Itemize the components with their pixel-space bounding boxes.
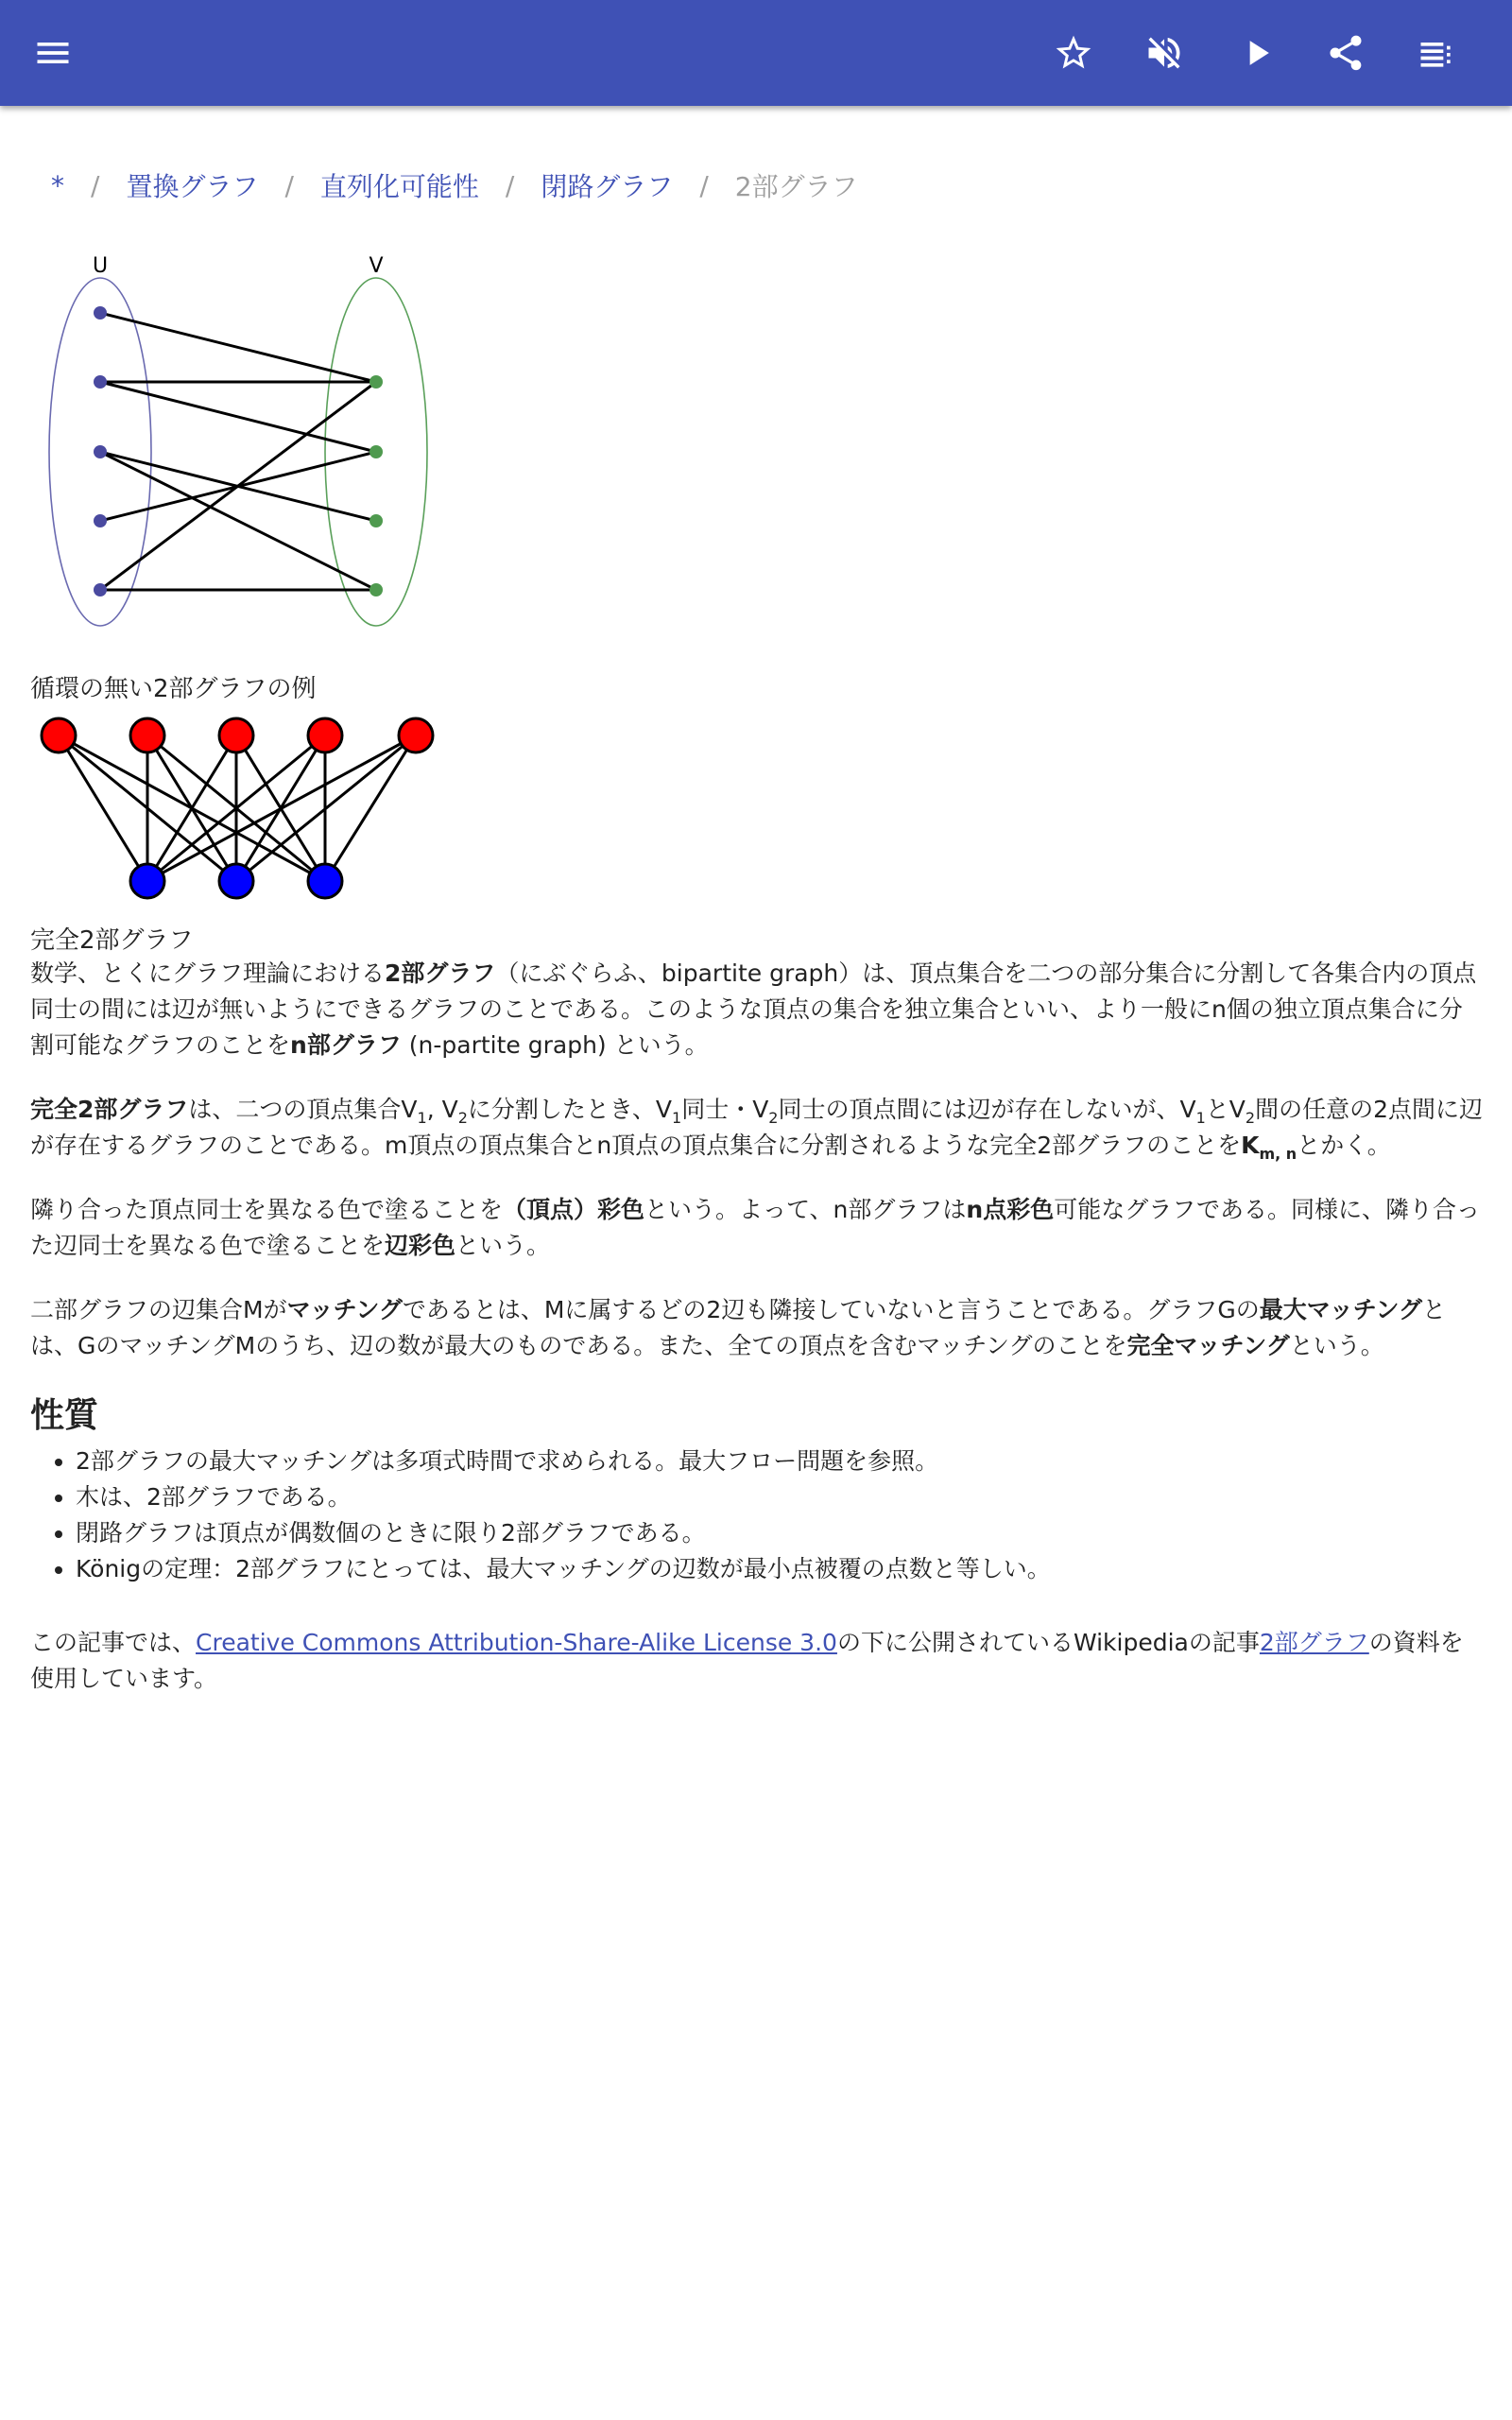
properties-list xyxy=(30,1443,1486,1587)
playlist-icon[interactable] xyxy=(1410,26,1463,79)
intro-paragraph: 数学、とくにグラフ理論における2部グラフ（にぶぐらふ、bipartite graph）は、頂点集合を二つの部分集合に分割して各集合内の頂点同士の間には辺が無いようにできるグラフのことである。このような頂点の集合を独立集合といい、より一般にn個の独立頂点集合に分割可能なグラフのことをn部グラフ (n-partite graph) という。 xyxy=(30,959,1477,1059)
label-v: V xyxy=(369,254,384,278)
star-icon[interactable] xyxy=(1047,26,1100,79)
complete-bipartite-paragraph: 完全2部グラフは、二つの頂点集合$V_1$, $V_2$に分割したとき、$V_1$同士・$V_2$同士の頂点間には辺が存在しないが、$V_1$と$V_2$間の任意の2点間に辺が存在するグラフのことである。m頂点の頂点集合とn頂点の頂点集合に分割されるような完全2部グラフのことを$K_{m, n}$とかく。 xyxy=(30,1096,1483,1163)
app-bar xyxy=(0,0,1512,106)
breadcrumb-item-cycle-graph[interactable]: 閉路グラフ xyxy=(541,171,674,202)
license-notice: この記事では、Creative Commons Attribution-Share-Alike License 3.0の下に公開されているWikipediaの記事2部グラフの資料を使用しています。 xyxy=(30,1629,1464,1692)
u-vertices xyxy=(94,306,107,596)
v-vertices xyxy=(369,375,383,596)
play-icon[interactable] xyxy=(1230,26,1283,79)
list-item: • 閉路グラフは頂点が偶数個のときに限り2部グラフである。 xyxy=(76,1515,1486,1551)
label-u: U xyxy=(92,254,109,278)
graph-edges xyxy=(59,735,416,881)
breadcrumb-separator: / xyxy=(699,169,709,201)
breadcrumb-separator: / xyxy=(505,169,515,201)
matching-paragraph: 二部グラフの辺集合Mがマッチングであるとは、Mに属するどの2辺も隣接していないと言うことである。グラフGの最大マッチングとは、GのマッチングMのうち、辺の数が最大のものである。また、全ての頂点を含むマッチングのことを完全マッチングという。 xyxy=(30,1296,1446,1359)
section-heading-properties: 性質 xyxy=(30,1396,99,1435)
license-link[interactable]: Creative Commons Attribution-Share-Alike License 3.0 xyxy=(196,1629,837,1656)
breadcrumb-separator: / xyxy=(284,169,294,201)
wikipedia-article-link[interactable]: 2部グラフ xyxy=(1259,1629,1369,1656)
list-item: • 木は、2部グラフである。 xyxy=(76,1479,1486,1515)
coloring-paragraph: 隣り合った頂点同士を異なる色で塗ることを（頂点）彩色という。よって、n部グラフはn点彩色可能なグラフである。同様に、隣り合った辺同士を異なる色で塗ることを辺彩色という。 xyxy=(30,1196,1480,1259)
figure2-caption: 完全2部グラフ xyxy=(30,926,194,955)
breadcrumb-item-serializability[interactable]: 直列化可能性 xyxy=(319,171,479,202)
list-item: • Königの定理：2部グラフにとっては、最大マッチングの辺数が最小点被覆の点数と等しい。 xyxy=(76,1551,1486,1587)
acyclic-bipartite-graph-figure xyxy=(30,248,446,635)
menu-icon[interactable] xyxy=(26,26,79,79)
breadcrumb-current: 2部グラフ xyxy=(734,171,858,202)
article-body xyxy=(30,956,1486,1725)
red-vertices xyxy=(42,718,433,752)
complete-bipartite-graph-figure xyxy=(30,711,446,909)
breadcrumb-item-root[interactable]: * xyxy=(51,169,64,201)
share-icon[interactable] xyxy=(1319,26,1372,79)
breadcrumb-separator: / xyxy=(91,169,100,201)
graph-edges xyxy=(100,313,376,590)
mute-icon[interactable] xyxy=(1138,26,1191,79)
figure1-caption: 循環の無い2部グラフの例 xyxy=(30,675,317,703)
breadcrumb xyxy=(51,166,858,204)
list-item: • 2部グラフの最大マッチングは多項式時間で求められる。最大フロー問題を参照。 xyxy=(76,1443,1486,1479)
breadcrumb-item-permutation-graph[interactable]: 置換グラフ xyxy=(126,171,259,202)
